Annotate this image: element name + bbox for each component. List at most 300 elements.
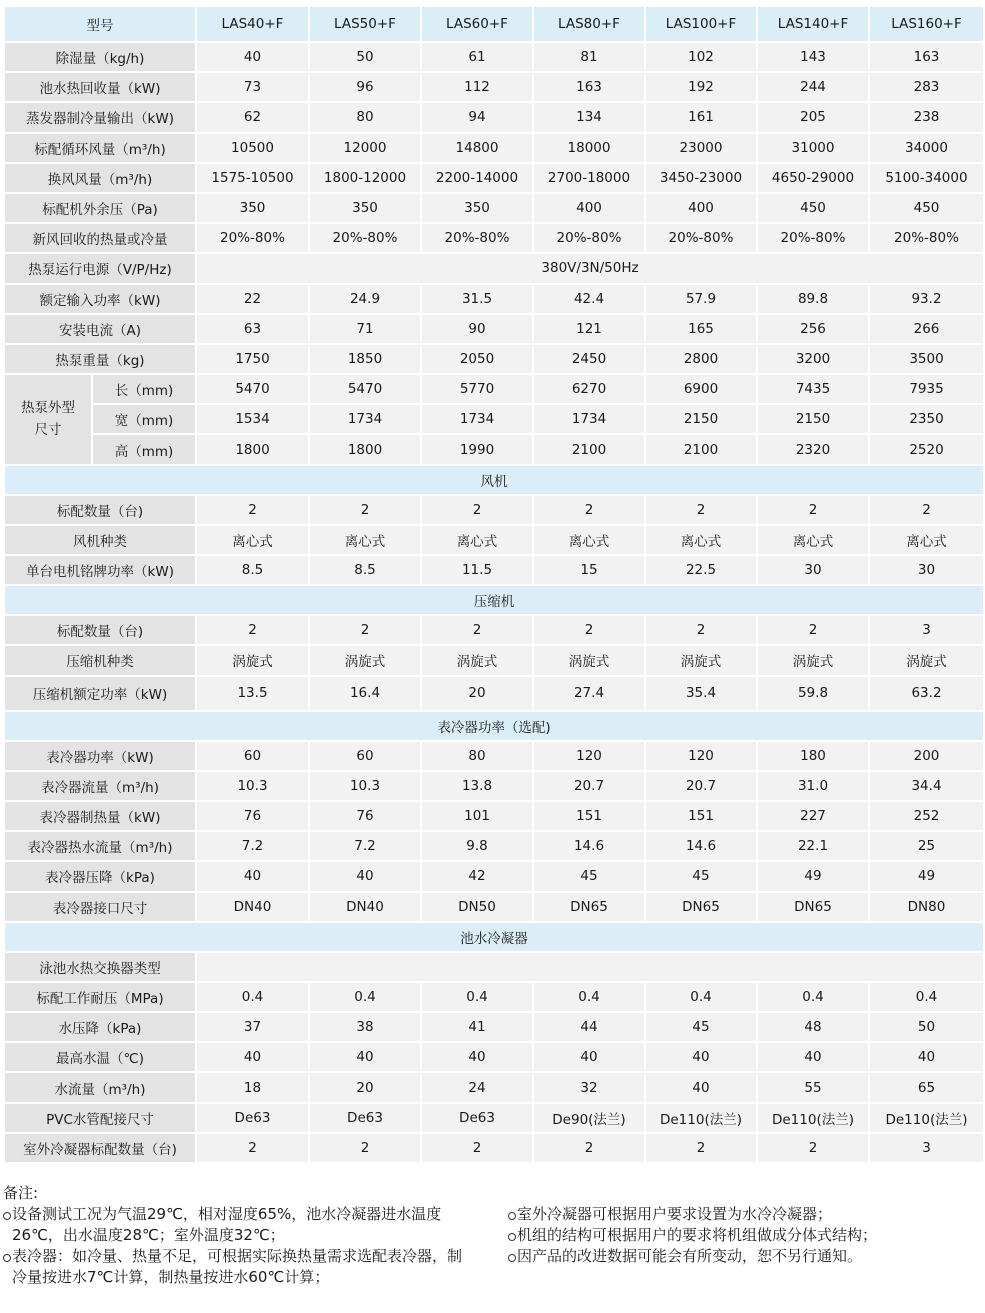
value-cell: 161 — [645, 102, 757, 132]
table-row — [4, 711, 984, 741]
value-cell: 40 — [869, 1042, 984, 1072]
value-cell: 165 — [645, 314, 757, 344]
value-cell: 8.5 — [196, 555, 309, 585]
value-cell: 2150 — [757, 404, 869, 434]
value-cell: 400 — [645, 193, 757, 223]
value-cell: 涡旋式 — [533, 645, 645, 675]
value-cell: 2 — [196, 615, 309, 645]
value-cell: 4650-29000 — [757, 163, 869, 193]
table-row — [4, 344, 984, 374]
note-item: 表冷器：如冷量、热量不足，可根据实际换热量需求选配表冷器，制冷量按进水7℃计算，制热量按进水60℃计算； — [3, 1246, 473, 1288]
value-cell: 2100 — [533, 434, 645, 464]
value-cell: De110(法兰) — [869, 1103, 984, 1133]
model-header: LAS50+F — [309, 6, 421, 42]
value-cell: 14800 — [421, 133, 533, 163]
row-label: 安装电流（A) — [4, 314, 196, 344]
value-cell: 8.5 — [309, 555, 421, 585]
value-cell: 0.4 — [869, 982, 984, 1012]
value-cell: 1800 — [309, 434, 421, 464]
note-item: 因产品的改进数据可能会有所变动，恕不另行通知。 — [508, 1246, 983, 1267]
value-cell: 45 — [645, 861, 757, 891]
value-cell: 7935 — [869, 374, 984, 404]
value-cell: 涡旋式 — [421, 645, 533, 675]
value-cell: 1800-12000 — [309, 163, 421, 193]
value-cell: 20.7 — [533, 771, 645, 801]
value-cell: 10500 — [196, 133, 309, 163]
value-cell: 57.9 — [645, 284, 757, 314]
value-cell: 5770 — [421, 374, 533, 404]
table-row — [4, 163, 984, 193]
row-label: 单台电机铭牌功率（kW) — [4, 555, 196, 585]
model-header: LAS60+F — [421, 6, 533, 42]
table-row — [4, 585, 984, 615]
value-cell: 2 — [309, 495, 421, 525]
value-cell: 71 — [309, 314, 421, 344]
table-row — [4, 922, 984, 952]
value-cell: 38 — [309, 1012, 421, 1042]
value-cell: 20 — [421, 676, 533, 711]
table-row — [4, 615, 984, 645]
row-label: 池水热回收量（kW) — [4, 72, 196, 102]
row-label: 压缩机种类 — [4, 645, 196, 675]
value-cell: 离心式 — [533, 525, 645, 555]
value-cell: 1734 — [533, 404, 645, 434]
value-cell: 离心式 — [645, 525, 757, 555]
value-cell: 89.8 — [757, 284, 869, 314]
value-cell: 200 — [869, 741, 984, 771]
value-cell: 涡旋式 — [869, 645, 984, 675]
note-item: 室外冷凝器可根据用户要求设置为水冷冷凝器； — [508, 1204, 983, 1225]
value-cell: 2 — [645, 495, 757, 525]
value-cell: 0.4 — [309, 982, 421, 1012]
value-cell: 13.5 — [196, 676, 309, 711]
table-row — [4, 645, 984, 675]
value-cell: 7.2 — [196, 831, 309, 861]
value-cell: 42.4 — [533, 284, 645, 314]
value-cell: 20%-80% — [645, 223, 757, 253]
row-label: 标配循环风量（m³/h) — [4, 133, 196, 163]
table-row — [4, 771, 984, 801]
value-cell: 80 — [309, 102, 421, 132]
value-cell: 2800 — [645, 344, 757, 374]
row-label: 泳池水热交换器类型 — [4, 952, 196, 982]
value-cell: 3 — [869, 615, 984, 645]
table-row — [4, 253, 984, 283]
value-cell: 40 — [196, 1042, 309, 1072]
value-cell: 离心式 — [196, 525, 309, 555]
value-cell: 2 — [533, 495, 645, 525]
model-header: LAS160+F — [869, 6, 984, 42]
value-cell: 227 — [757, 801, 869, 831]
row-label: 标配机外余压（Pa) — [4, 193, 196, 223]
value-cell: 45 — [645, 1012, 757, 1042]
value-cell: De63 — [309, 1103, 421, 1133]
table-row — [4, 42, 984, 72]
value-cell: 3450-23000 — [645, 163, 757, 193]
value-cell: 7.2 — [309, 831, 421, 861]
row-label: 热泵重量（kg) — [4, 344, 196, 374]
value-cell: 41 — [421, 1012, 533, 1042]
value-cell: 450 — [869, 193, 984, 223]
value-cell: 40 — [757, 1042, 869, 1072]
table-row — [4, 861, 984, 891]
value-cell: 涡旋式 — [196, 645, 309, 675]
value-cell: 2520 — [869, 434, 984, 464]
value-cell: 20%-80% — [309, 223, 421, 253]
value-cell: 102 — [645, 42, 757, 72]
section-title: 风机 — [4, 465, 984, 495]
row-label: 新风回收的热量或冷量 — [4, 223, 196, 253]
value-cell: 13.8 — [421, 771, 533, 801]
value-cell: 151 — [645, 801, 757, 831]
model-header: LAS100+F — [645, 6, 757, 42]
value-cell: 27.4 — [533, 676, 645, 711]
table-row — [4, 952, 984, 982]
notes-right-column — [508, 1204, 983, 1267]
value-cell: De63 — [196, 1103, 309, 1133]
value-cell: 2200-14000 — [421, 163, 533, 193]
value-cell: 3200 — [757, 344, 869, 374]
notes-left-column — [3, 1204, 473, 1288]
value-cell: 76 — [196, 801, 309, 831]
table-row — [4, 1133, 984, 1163]
table-row — [4, 1012, 984, 1042]
table-row — [4, 434, 984, 464]
table-row — [4, 314, 984, 344]
table-row — [4, 223, 984, 253]
row-label: 表冷器流量（m³/h) — [4, 771, 196, 801]
value-cell: 3500 — [869, 344, 984, 374]
table-row — [4, 102, 984, 132]
value-cell: 20%-80% — [869, 223, 984, 253]
value-cell: 49 — [757, 861, 869, 891]
value-cell: 2 — [196, 1133, 309, 1163]
dimension-group-label: 热泵外型 尺寸 — [4, 374, 92, 465]
value-cell: De110(法兰) — [757, 1103, 869, 1133]
value-cell: 49 — [869, 861, 984, 891]
value-cell: 2 — [533, 615, 645, 645]
value-cell: 163 — [869, 42, 984, 72]
value-cell: 93.2 — [869, 284, 984, 314]
section-title: 表冷器功率（选配) — [4, 711, 984, 741]
notes-title: 备注: — [3, 1184, 39, 1202]
value-cell: 2 — [421, 615, 533, 645]
value-cell: De110(法兰) — [645, 1103, 757, 1133]
value-cell: 94 — [421, 102, 533, 132]
value-cell: 134 — [533, 102, 645, 132]
value-cell: 2 — [309, 1133, 421, 1163]
model-header: LAS40+F — [196, 6, 309, 42]
value-cell: 40 — [421, 1042, 533, 1072]
value-cell: 450 — [757, 193, 869, 223]
value-cell: 0.4 — [196, 982, 309, 1012]
header-label: 型号 — [4, 6, 196, 42]
value-cell: 96 — [309, 72, 421, 102]
value-cell: 20%-80% — [533, 223, 645, 253]
notes — [3, 1183, 983, 1308]
value-cell: 1990 — [421, 434, 533, 464]
row-label: 水压降（kPa) — [4, 1012, 196, 1042]
table-row — [4, 1042, 984, 1072]
value-cell: 涡旋式 — [309, 645, 421, 675]
value-cell: 离心式 — [757, 525, 869, 555]
table-row — [4, 284, 984, 314]
row-label: 额定输入功率（kW) — [4, 284, 196, 314]
value-cell: 73 — [196, 72, 309, 102]
row-label: 蒸发器制冷量输出（kW) — [4, 102, 196, 132]
row-label: 表冷器热水流量（m³/h) — [4, 831, 196, 861]
value-cell: 151 — [533, 801, 645, 831]
value-cell: 离心式 — [421, 525, 533, 555]
value-cell: 283 — [869, 72, 984, 102]
value-cell: 5470 — [309, 374, 421, 404]
value-cell: 20 — [309, 1072, 421, 1102]
value-cell: 2 — [869, 495, 984, 525]
dimension-label: 高（mm) — [92, 434, 196, 464]
row-label: 表冷器压降（kPa) — [4, 861, 196, 891]
table-row — [4, 374, 984, 404]
model-header: LAS80+F — [533, 6, 645, 42]
value-cell: 55 — [757, 1072, 869, 1102]
value-cell: 1734 — [309, 404, 421, 434]
row-label: 室外冷凝器标配数量（台) — [4, 1133, 196, 1163]
value-cell: De63 — [421, 1103, 533, 1133]
value-cell: 1750 — [196, 344, 309, 374]
value-cell: 2100 — [645, 434, 757, 464]
value-cell: 252 — [869, 801, 984, 831]
value-cell: DN80 — [869, 892, 984, 922]
value-cell: 2 — [421, 1133, 533, 1163]
value-cell: 60 — [196, 741, 309, 771]
value-cell: 31.0 — [757, 771, 869, 801]
row-label: 表冷器制热量（kW) — [4, 801, 196, 831]
row-label: 风机种类 — [4, 525, 196, 555]
value-cell: 238 — [869, 102, 984, 132]
value-cell: 400 — [533, 193, 645, 223]
row-label: 表冷器接口尺寸 — [4, 892, 196, 922]
value-cell: 35.4 — [645, 676, 757, 711]
value-cell: 143 — [757, 42, 869, 72]
table-row — [4, 193, 984, 223]
value-cell: 44 — [533, 1012, 645, 1042]
row-label: 标配工作耐压（MPa) — [4, 982, 196, 1012]
value-cell: 266 — [869, 314, 984, 344]
value-cell: 1850 — [309, 344, 421, 374]
value-cell: DN40 — [196, 892, 309, 922]
value-cell: 350 — [309, 193, 421, 223]
value-cell: 20%-80% — [757, 223, 869, 253]
value-cell: 121 — [533, 314, 645, 344]
dimension-label: 宽（mm) — [92, 404, 196, 434]
value-cell: 32 — [533, 1072, 645, 1102]
value-cell: 20.7 — [645, 771, 757, 801]
value-cell: 6270 — [533, 374, 645, 404]
value-cell: De90(法兰) — [533, 1103, 645, 1133]
section-title: 压缩机 — [4, 585, 984, 615]
value-cell: 50 — [309, 42, 421, 72]
value-cell: 2 — [196, 495, 309, 525]
value-cell: 10.3 — [309, 771, 421, 801]
value-cell: 22 — [196, 284, 309, 314]
table-row — [4, 741, 984, 771]
value-cell: 离心式 — [869, 525, 984, 555]
value-cell: 244 — [757, 72, 869, 102]
value-cell: 30 — [757, 555, 869, 585]
value-cell: 5100-34000 — [869, 163, 984, 193]
row-label: PVC水管配接尺寸 — [4, 1103, 196, 1133]
value-cell: 1575-10500 — [196, 163, 309, 193]
model-header: LAS140+F — [757, 6, 869, 42]
table-row — [4, 465, 984, 495]
value-cell: 163 — [533, 72, 645, 102]
value-cell: 48 — [757, 1012, 869, 1042]
value-cell: 60 — [309, 741, 421, 771]
value-cell: DN50 — [421, 892, 533, 922]
row-label: 压缩机额定功率（kW) — [4, 676, 196, 711]
value-cell: 2350 — [869, 404, 984, 434]
value-cell: 2320 — [757, 434, 869, 464]
value-cell: 76 — [309, 801, 421, 831]
row-label: 最高水温（℃) — [4, 1042, 196, 1072]
value-cell: 59.8 — [757, 676, 869, 711]
value-cell: 2700-18000 — [533, 163, 645, 193]
table-row — [4, 525, 984, 555]
value-cell: 40 — [645, 1042, 757, 1072]
value-cell: 1734 — [421, 404, 533, 434]
value-cell: 2 — [645, 615, 757, 645]
value-cell: 45 — [533, 861, 645, 891]
value-cell: 离心式 — [309, 525, 421, 555]
row-label: 表冷器功率（kW) — [4, 741, 196, 771]
value-cell: 2 — [757, 615, 869, 645]
value-cell: DN40 — [309, 892, 421, 922]
value-cell: 2 — [533, 1133, 645, 1163]
value-cell: 112 — [421, 72, 533, 102]
value-cell: 0.4 — [757, 982, 869, 1012]
value-cell: 192 — [645, 72, 757, 102]
value-cell: 涡旋式 — [645, 645, 757, 675]
table-row — [4, 801, 984, 831]
value-cell: 2 — [421, 495, 533, 525]
row-label: 除湿量（kg/h) — [4, 42, 196, 72]
value-cell: DN65 — [645, 892, 757, 922]
value-cell: DN65 — [757, 892, 869, 922]
value-cell: 180 — [757, 741, 869, 771]
dimension-label: 长（mm) — [92, 374, 196, 404]
table-row — [4, 982, 984, 1012]
row-label: 水流量（m³/h) — [4, 1072, 196, 1102]
value-cell: 12000 — [309, 133, 421, 163]
section-title: 池水冷凝器 — [4, 922, 984, 952]
value-cell: 9.8 — [421, 831, 533, 861]
value-cell: 14.6 — [645, 831, 757, 861]
table-row — [4, 404, 984, 434]
value-cell: 40 — [645, 1072, 757, 1102]
value-cell: 2 — [757, 1133, 869, 1163]
value-cell: 205 — [757, 102, 869, 132]
row-label: 标配数量（台) — [4, 495, 196, 525]
value-cell: DN65 — [533, 892, 645, 922]
value-cell: 22.5 — [645, 555, 757, 585]
value-cell: 0.4 — [533, 982, 645, 1012]
table-row — [4, 676, 984, 711]
note-item: 机组的结构可根据用户的要求将机组做成分体式结构； — [508, 1225, 983, 1246]
table-row — [4, 6, 984, 42]
value-cell: 40 — [196, 42, 309, 72]
value-cell: 61 — [421, 42, 533, 72]
value-cell: 120 — [645, 741, 757, 771]
empty-value-cell — [196, 952, 984, 982]
value-cell: 63.2 — [869, 676, 984, 711]
value-cell: 11.5 — [421, 555, 533, 585]
value-cell: 22.1 — [757, 831, 869, 861]
table-row — [4, 495, 984, 525]
value-cell: 256 — [757, 314, 869, 344]
value-cell: 2 — [309, 615, 421, 645]
table-row — [4, 72, 984, 102]
value-cell: 37 — [196, 1012, 309, 1042]
value-cell: 30 — [869, 555, 984, 585]
value-cell: 40 — [196, 861, 309, 891]
value-cell: 31.5 — [421, 284, 533, 314]
value-cell: 81 — [533, 42, 645, 72]
value-cell: 2050 — [421, 344, 533, 374]
value-cell: 24.9 — [309, 284, 421, 314]
value-cell: 涡旋式 — [757, 645, 869, 675]
value-cell: 62 — [196, 102, 309, 132]
value-cell: 2450 — [533, 344, 645, 374]
value-cell: 34.4 — [869, 771, 984, 801]
value-cell: 101 — [421, 801, 533, 831]
value-cell: 20%-80% — [196, 223, 309, 253]
note-item: 设备测试工况为气温29℃，相对湿度65%，池水冷凝器进水温度26℃，出水温度28℃；室外温度32℃； — [3, 1204, 473, 1246]
value-cell: 7435 — [757, 374, 869, 404]
row-label: 换风风量（m³/h) — [4, 163, 196, 193]
value-cell: 2 — [645, 1133, 757, 1163]
table-row — [4, 555, 984, 585]
table-row — [4, 892, 984, 922]
value-cell: 24 — [421, 1072, 533, 1102]
value-cell: 20%-80% — [421, 223, 533, 253]
value-cell: 90 — [421, 314, 533, 344]
value-cell: 40 — [309, 861, 421, 891]
value-cell: 15 — [533, 555, 645, 585]
value-cell: 40 — [309, 1042, 421, 1072]
table-row — [4, 1072, 984, 1102]
value-cell: 350 — [421, 193, 533, 223]
value-cell: 10.3 — [196, 771, 309, 801]
value-cell: 63 — [196, 314, 309, 344]
table-row — [4, 133, 984, 163]
value-cell: 350 — [196, 193, 309, 223]
value-cell: 2150 — [645, 404, 757, 434]
value-cell: 34000 — [869, 133, 984, 163]
table-row — [4, 1103, 984, 1133]
value-cell: 25 — [869, 831, 984, 861]
value-cell: 18000 — [533, 133, 645, 163]
value-cell: 14.6 — [533, 831, 645, 861]
power-value: 380V/3N/50Hz — [196, 253, 984, 283]
value-cell: 42 — [421, 861, 533, 891]
value-cell: 6900 — [645, 374, 757, 404]
value-cell: 120 — [533, 741, 645, 771]
value-cell: 0.4 — [421, 982, 533, 1012]
row-label: 热泵运行电源（V/P/Hz) — [4, 253, 196, 283]
value-cell: 31000 — [757, 133, 869, 163]
value-cell: 0.4 — [645, 982, 757, 1012]
table-row — [4, 831, 984, 861]
value-cell: 1534 — [196, 404, 309, 434]
